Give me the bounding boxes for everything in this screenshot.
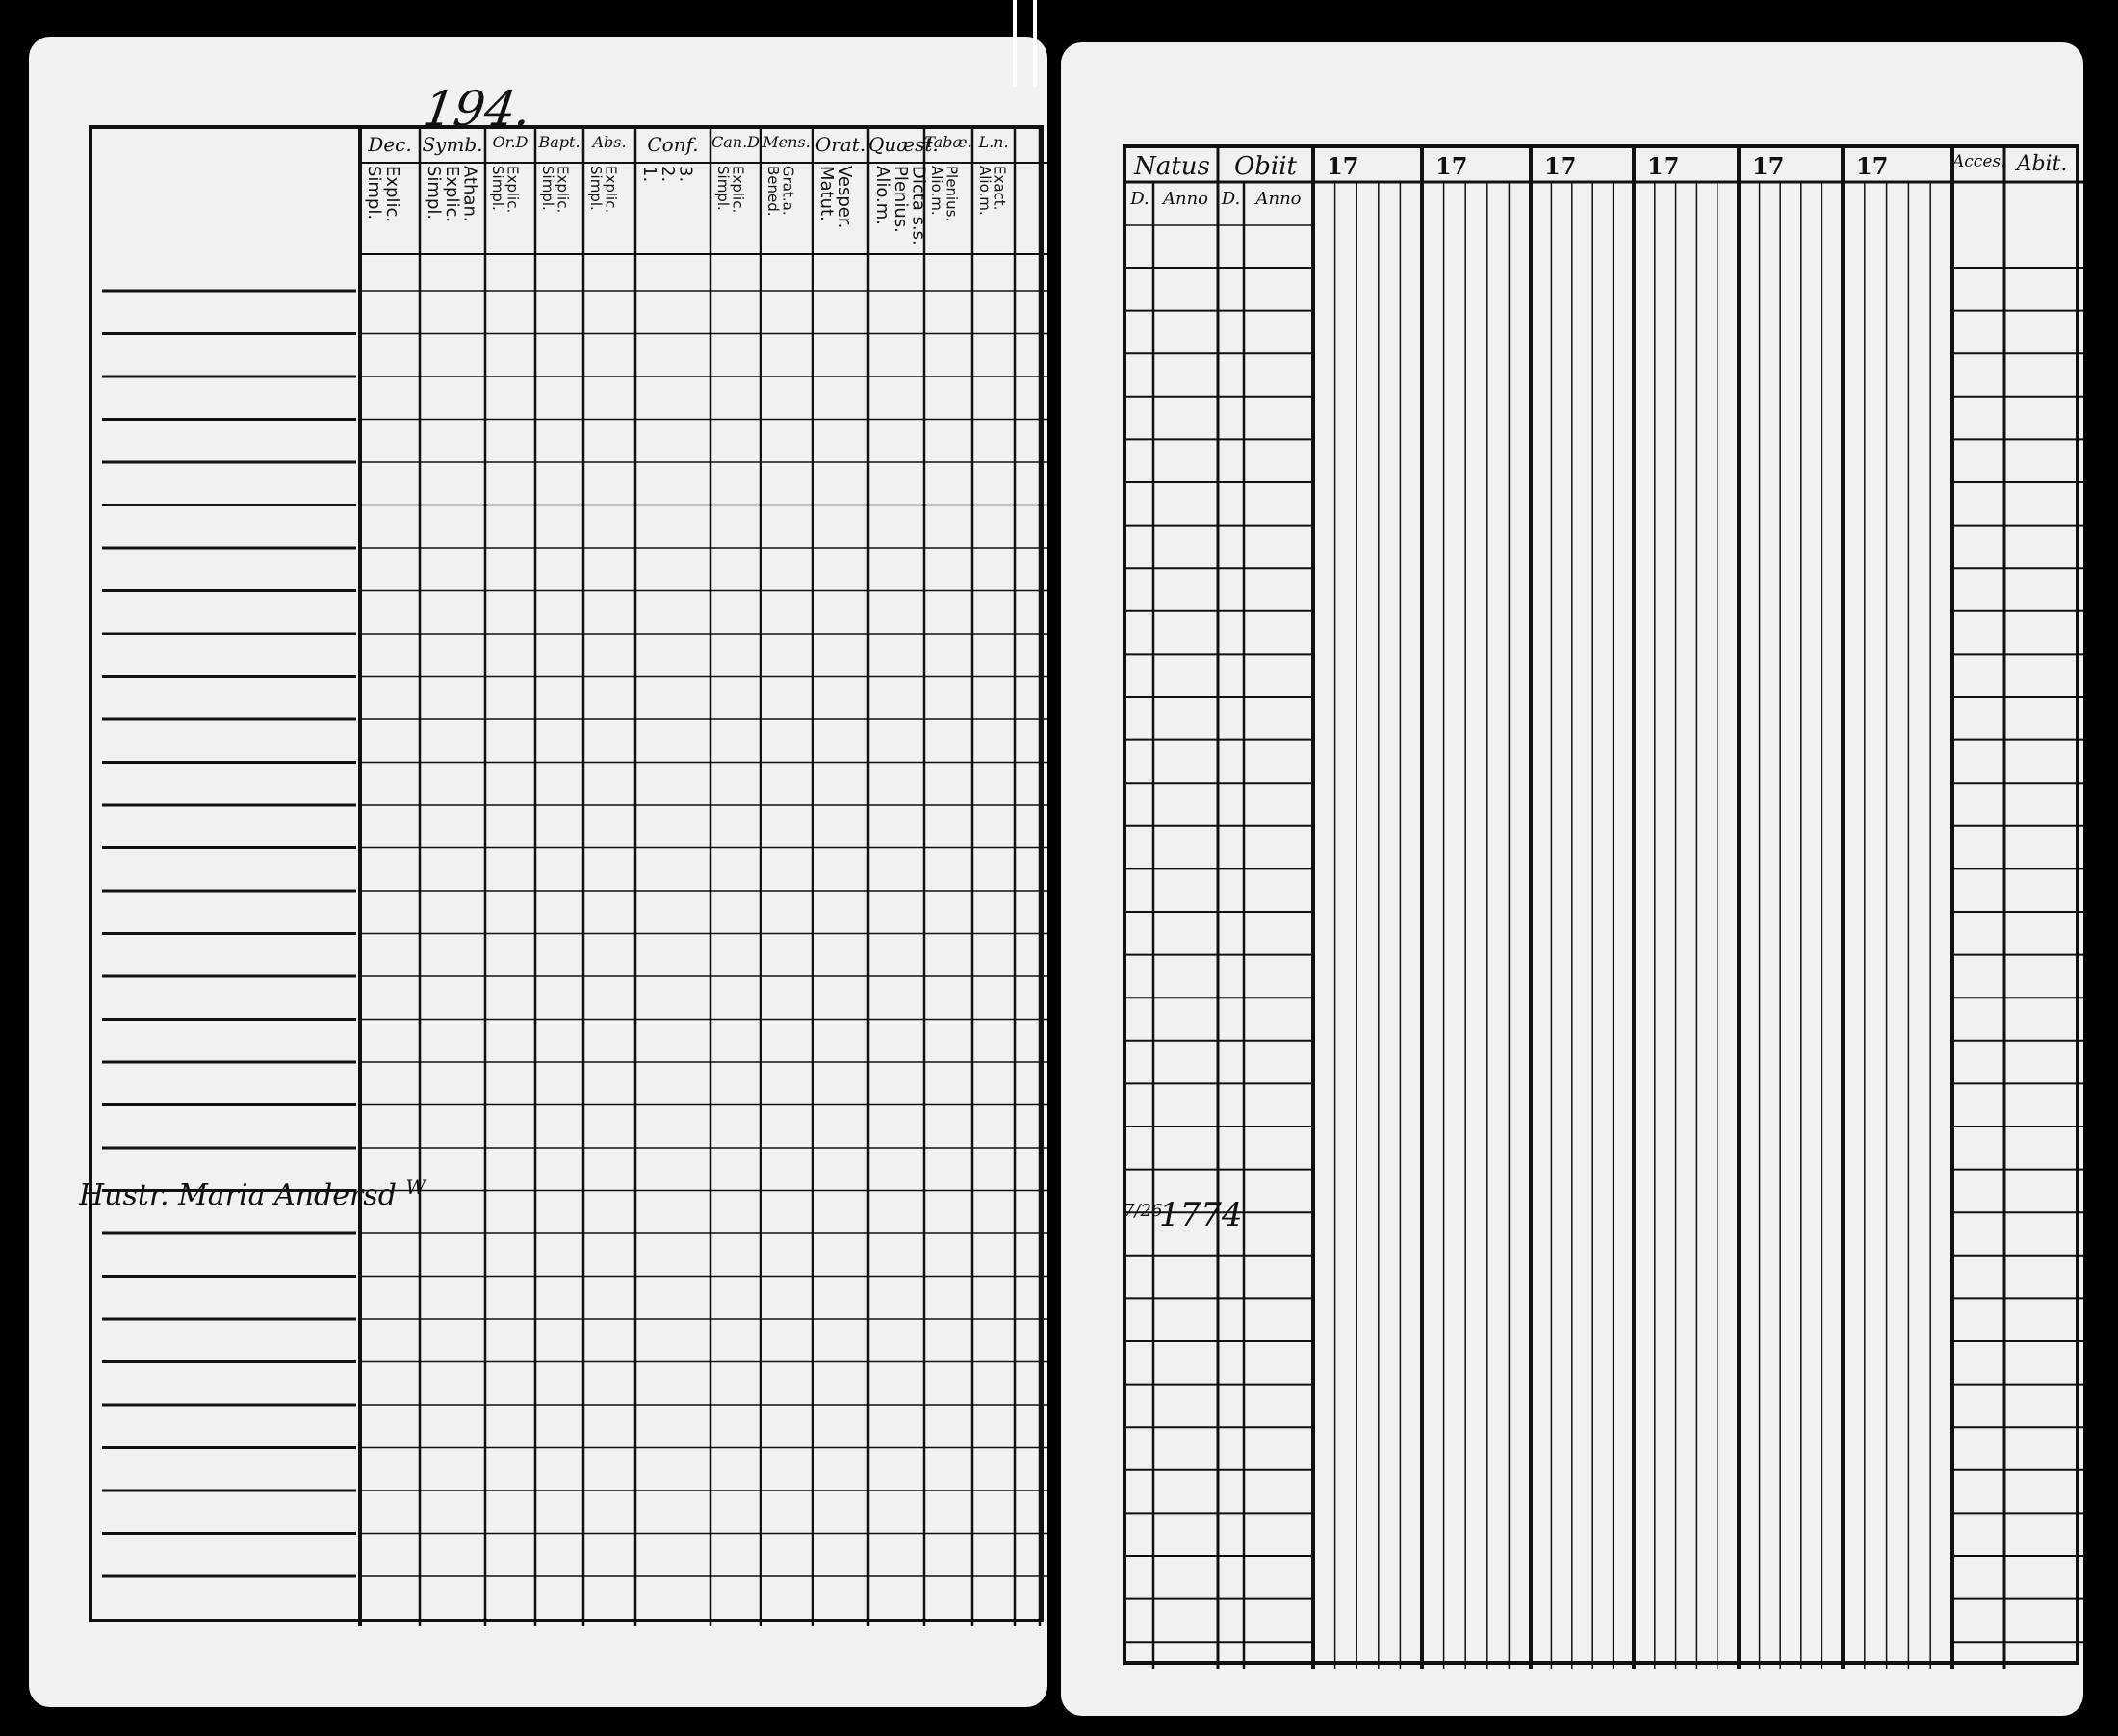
year-column-header: 17 xyxy=(1327,152,1359,180)
column-subheader: Grat.a. Bened. xyxy=(763,166,797,217)
column-header: Bapt. xyxy=(538,133,581,151)
obiit-day-header: D. xyxy=(1221,189,1241,209)
column-subheader: Explic. Simpl. xyxy=(713,166,747,214)
column-header: Quæst. xyxy=(868,133,939,156)
page-number: 194. xyxy=(419,81,535,137)
column-subheader: 3. 2. 1. xyxy=(638,166,696,183)
column-subheader: Explic. Simpl. xyxy=(586,166,620,214)
column-header: Dec. xyxy=(368,133,412,156)
year-column-header: 17 xyxy=(1752,152,1785,180)
column-header: Abs. xyxy=(592,133,627,151)
acces-header: Acces. xyxy=(1952,152,2006,171)
column-subheader: Plenius. Alio.m. xyxy=(927,166,961,222)
binding-mark xyxy=(1013,0,1017,87)
year-column-header: 17 xyxy=(1435,152,1468,180)
natus-day-header: D. xyxy=(1130,189,1149,209)
entry-suffix: W xyxy=(405,1176,426,1199)
column-subheader: Vesper. Matut. xyxy=(815,166,855,229)
obiit-header: Obiit xyxy=(1233,152,1298,181)
right-page xyxy=(1061,42,2083,1716)
column-header: Or.D xyxy=(492,133,529,151)
column-header: Orat. xyxy=(814,133,866,156)
abit-header: Abit. xyxy=(2016,152,2068,176)
left-page xyxy=(29,37,1047,1707)
column-subheader: Athan. Explic. Simpl. xyxy=(423,166,480,223)
year-column-header: 17 xyxy=(1647,152,1680,180)
entry-name-text: Maria Andersd xyxy=(178,1179,397,1212)
right-register-table xyxy=(1123,144,2079,1665)
column-header: Can.D xyxy=(711,133,760,151)
column-header: L.n. xyxy=(978,133,1009,151)
natus-header: Natus xyxy=(1134,152,1210,181)
entry-name xyxy=(79,1176,426,1212)
column-header: Symb. xyxy=(422,133,483,156)
year-column-header: 17 xyxy=(1856,152,1889,180)
natus-year-header: Anno xyxy=(1162,189,1209,209)
column-subheader: Explic. Simpl. xyxy=(488,166,522,214)
obiit-year-header: Anno xyxy=(1255,189,1302,209)
column-header: Mens. xyxy=(762,133,811,151)
column-subheader: Explic. Simpl. xyxy=(538,166,572,214)
column-header: Conf. xyxy=(647,133,699,156)
column-subheader: Explic. Simpl. xyxy=(363,166,402,223)
entry-day: 7/26 xyxy=(1124,1201,1163,1221)
column-subheader: Dicta s.s. Plenius. Alio.m. xyxy=(871,166,929,246)
right-table-grid xyxy=(1126,148,2083,1669)
year-column-header: 17 xyxy=(1544,152,1577,180)
left-register-table xyxy=(89,125,1044,1622)
column-header: Tabæ. xyxy=(924,133,972,151)
binding-mark xyxy=(1033,0,1037,87)
column-subheader: Exact. Alio.m. xyxy=(975,166,1009,216)
left-table-grid xyxy=(92,129,1047,1626)
entry-prefix: Hustr. xyxy=(79,1179,169,1212)
entry-year: 1774 xyxy=(1159,1196,1243,1234)
